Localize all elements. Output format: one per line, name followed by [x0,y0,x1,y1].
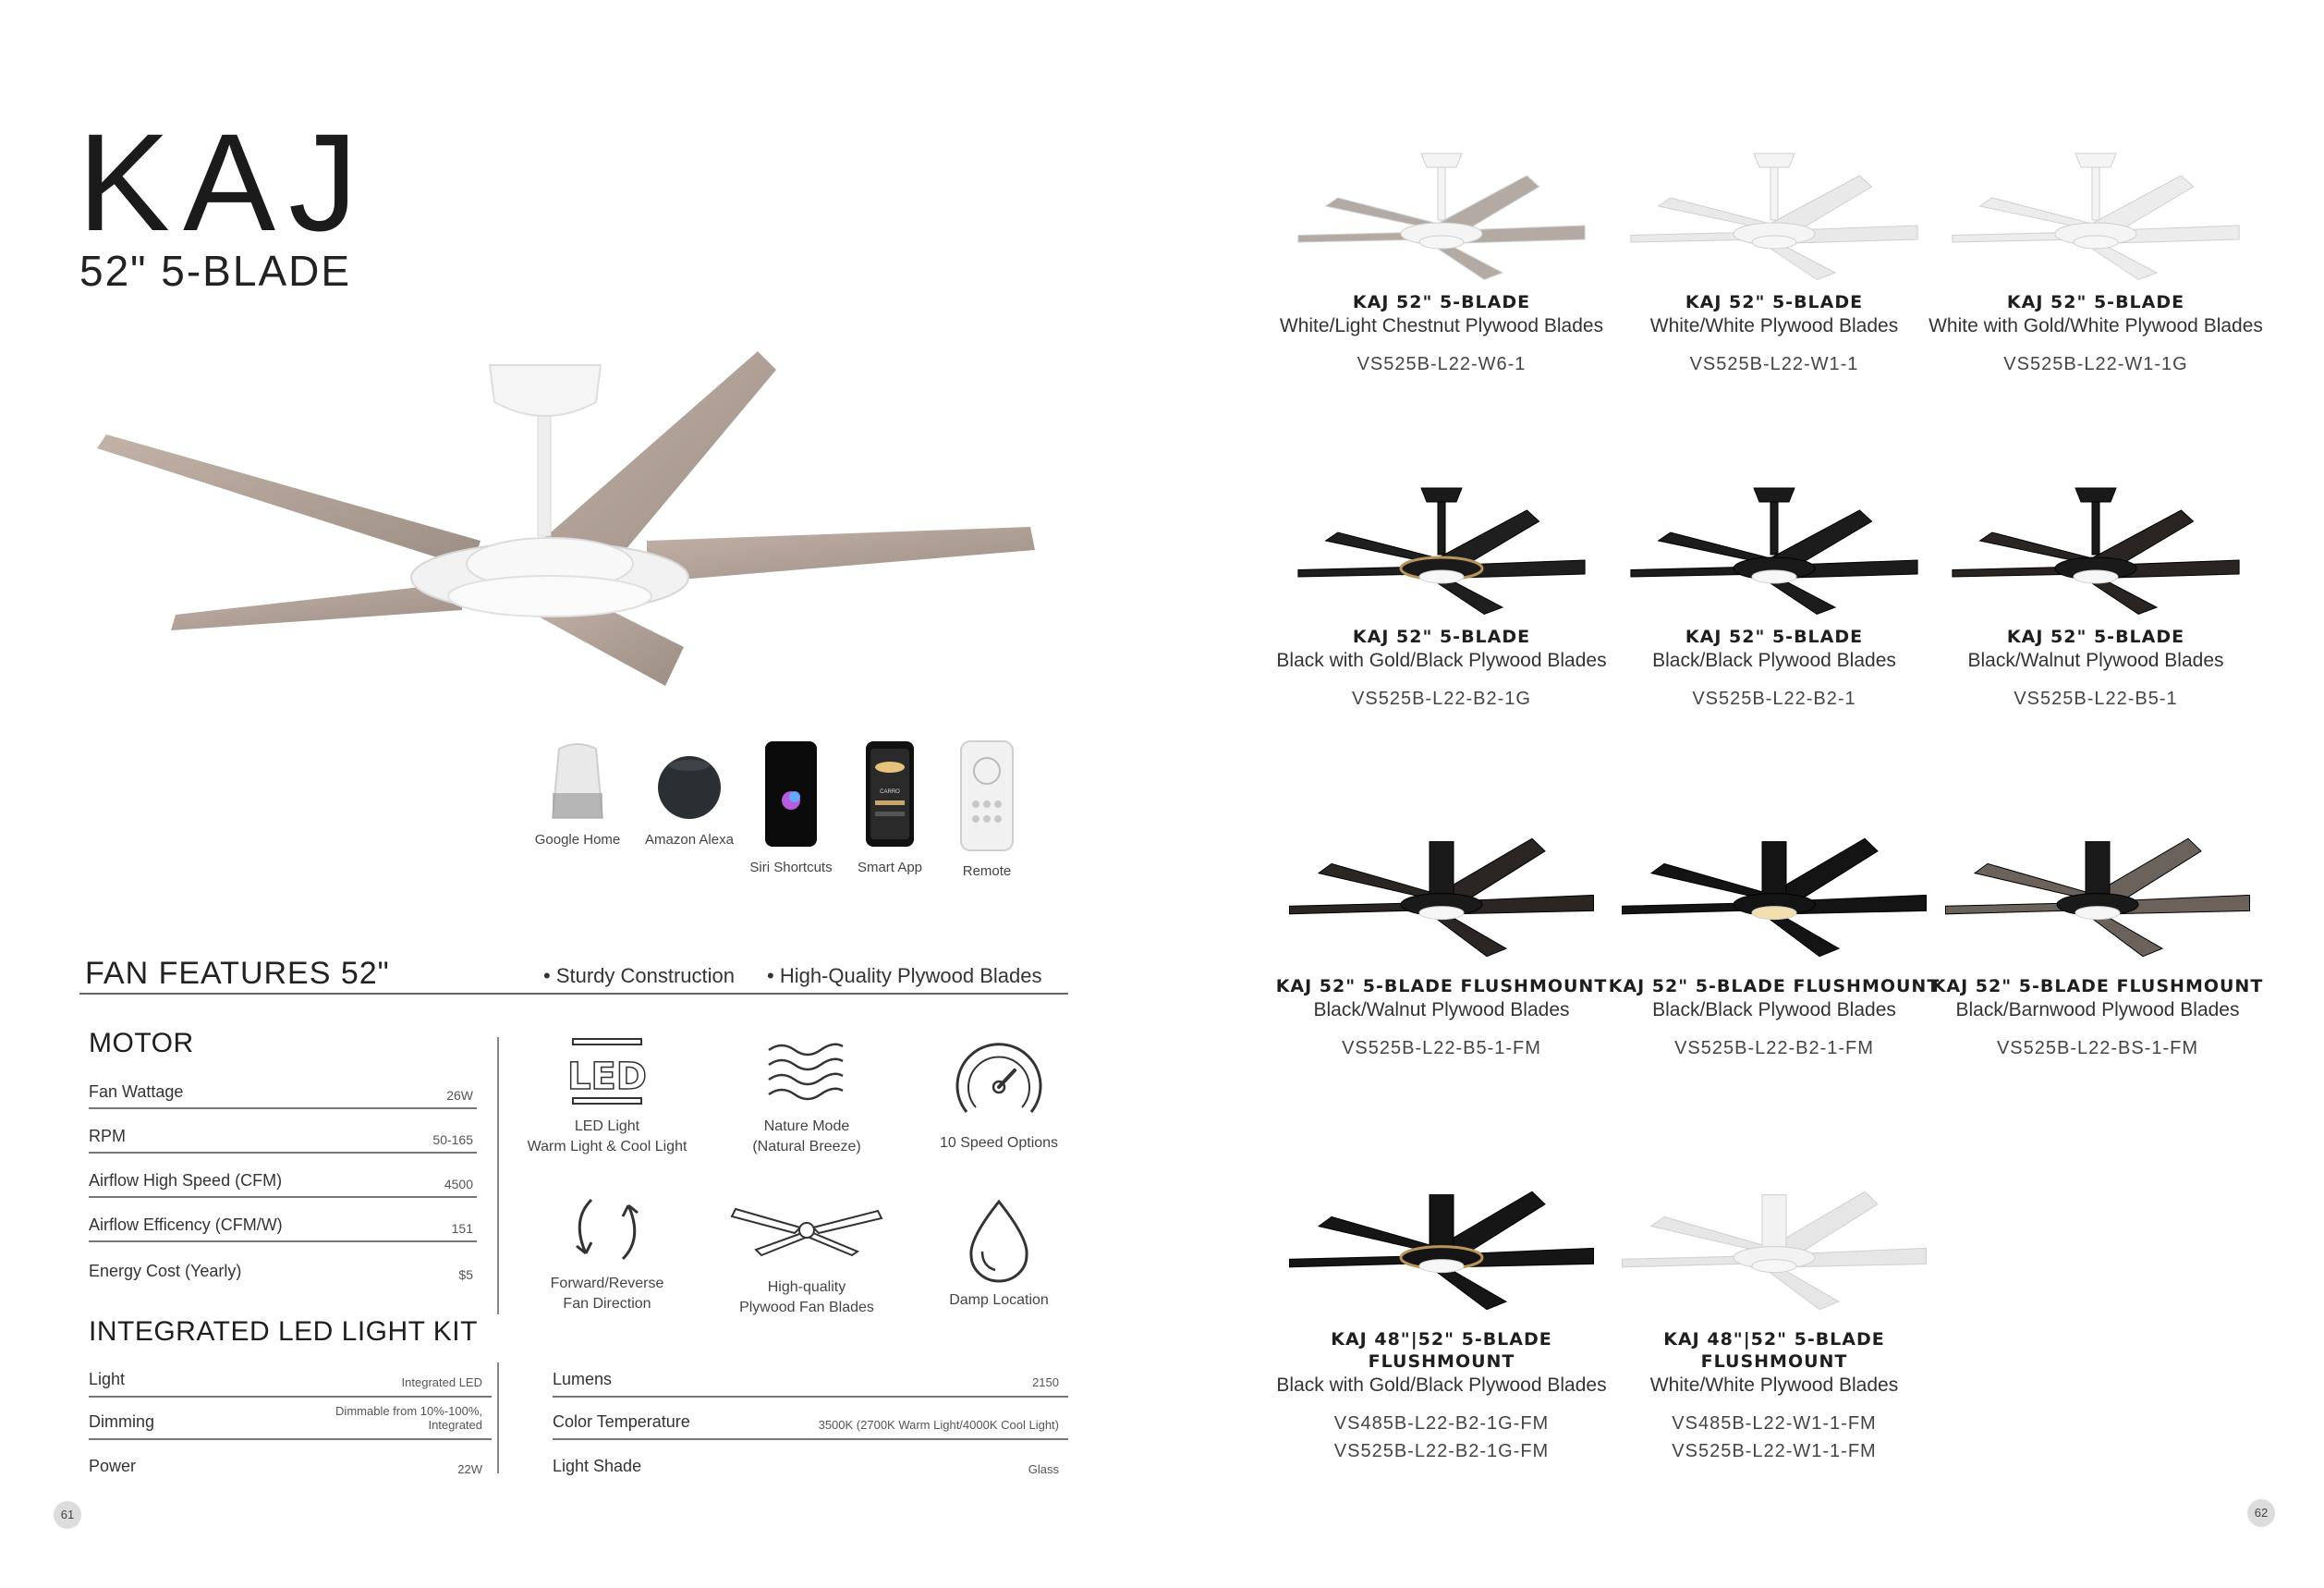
product-sku [1599,1410,1950,1465]
smart-device-label: Remote [962,863,1012,879]
spec-value: 2150 [1032,1374,1059,1389]
spec-label: Airflow High Speed (CFM) [89,1171,283,1190]
product-finish: Black/Black Plywood Blades [1652,649,1896,671]
feature-damp-location [902,1198,1096,1311]
speedometer-icon [948,1033,1050,1126]
page-number-right: 62 [2247,1499,2275,1527]
product-sku: VS525B-L22-W6-1 [1357,353,1527,374]
product-name: KAJ 52" 5-BLADE FLUSHMOUNT [1275,976,1608,996]
product-sku: VS525B-L22-W1-1G [2003,353,2188,374]
led-row-light [89,1355,492,1398]
amazon-alexa-icon [652,739,726,823]
product-finish: Black with Gold/Black Plywood Blades [1276,1374,1607,1396]
spec-label: Light [89,1370,126,1388]
led-row-color-temperature [553,1398,1068,1440]
product-subtitle: 52" 5-BLADE [79,247,352,295]
product-fan-image [1943,148,2248,287]
product-fan-image [1612,813,1936,971]
svg-text:LED: LED [566,1056,648,1098]
product-card [1266,813,1617,1062]
led-row-dimming [89,1398,492,1440]
smart-device-label: Siri Shortcuts [749,860,833,875]
feature-label: Plywood Fan Blades [739,1299,874,1315]
spec-value: Glass [1028,1461,1059,1476]
feature-label: Warm Light & Cool Light [527,1138,687,1154]
product-sku: VS525B-L22-B5-1-FM [1342,1037,1541,1058]
spec-label: Fan Wattage [89,1082,184,1101]
spec-label: Lumens [553,1370,613,1388]
led-row-power [89,1440,492,1483]
spec-value: 50-165 [432,1132,473,1147]
spec-value: Integrated LED [401,1374,482,1389]
feature-nature-mode [710,1035,904,1156]
feature-label: Fan Direction [563,1295,651,1312]
product-name: KAJ 52" 5-BLADE [2006,627,2185,647]
product-card [1266,1167,1617,1465]
product-card [1599,813,1950,1062]
product-card [1599,1167,1950,1465]
product-finish: Black/Walnut Plywood Blades [1967,649,2224,671]
wind-icon [765,1035,848,1109]
product-fan-image [1280,813,1603,971]
feature-label: Damp Location [949,1292,1049,1308]
product-card [1920,148,2271,378]
product-fan-image [1943,483,2248,621]
feature-label: High-quality [767,1279,846,1295]
spec-value: 3500K (2700K Warm Light/4000K Cool Light) [818,1417,1059,1432]
spec-value: $5 [458,1267,473,1282]
product-fan-image [1289,148,1594,287]
spec-label: RPM [89,1127,126,1145]
feature-label: 10 Speed Options [939,1135,1059,1151]
feature-label: Forward/Reverse [550,1276,664,1291]
feature-led-light [510,1035,704,1156]
spec-label: Dimming [89,1412,155,1431]
product-name: KAJ 48"|52" 5-BLADE FLUSHMOUNT [1663,1329,1885,1372]
product-finish: White/White Plywood Blades [1649,1374,1899,1396]
product-finish: Black/Barnwood Plywood Blades [1955,998,2240,1020]
product-card [1922,813,2273,1062]
brand-title: KAJ [78,104,371,260]
smart-app-icon [862,739,918,850]
product-name: KAJ 52" 5-BLADE [2006,292,2185,312]
product-finish: White/Light Chestnut Plywood Blades [1279,314,1604,336]
product-sku-52: VS525B-L22-W1-1-FM [1672,1440,1877,1461]
motor-title: MOTOR [89,1028,194,1058]
feature-bullet: • Sturdy Construction [543,964,736,987]
product-fan-image [1936,813,2259,971]
product-name: KAJ 48"|52" 5-BLADE FLUSHMOUNT [1331,1329,1552,1372]
product-sku: VS525B-L22-BS-1-FM [1996,1037,2199,1058]
product-sku: VS525B-L22-B2-1G [1352,688,1531,709]
product-card [1266,148,1617,378]
product-fan-image [1612,1167,1936,1324]
column-divider [497,1037,499,1314]
spec-label: Airflow Efficency (CFM/W) [89,1215,283,1234]
smart-device-label: Smart App [857,860,923,875]
product-card [1920,483,2271,713]
hero-fan-image [92,342,1053,693]
google-home-icon [545,739,610,823]
product-sku: VS525B-L22-B5-1 [2014,688,2178,709]
product-finish: White with Gold/White Plywood Blades [1929,314,2263,336]
fan-blades-icon [728,1202,885,1257]
column-divider [497,1362,499,1473]
product-sku-48: VS485B-L22-B2-1G-FM [1333,1412,1550,1434]
product-sku: VS525B-L22-B2-1 [1692,688,1856,709]
product-sku: VS525B-L22-B2-1-FM [1674,1037,1874,1058]
water-drop-icon [962,1198,1036,1283]
product-finish: Black/Black Plywood Blades [1652,998,1896,1020]
smart-app-screen-text: CARRO [880,789,900,795]
product-name: KAJ 52" 5-BLADE FLUSHMOUNT [1608,976,1941,996]
feature-label: (Natural Breeze) [752,1138,861,1154]
spec-label: Color Temperature [553,1412,690,1431]
led-kit-title: INTEGRATED LED LIGHT KIT [89,1316,478,1347]
led-row-lumens [553,1355,1068,1398]
product-finish: White/White Plywood Blades [1649,314,1899,336]
smart-device-label: Amazon Alexa [645,832,734,848]
spec-value: 4500 [444,1177,473,1191]
smart-device-remote [927,739,1047,879]
product-finish: Black with Gold/Black Plywood Blades [1276,649,1607,671]
spec-value: 22W [457,1461,482,1476]
led-light-icon [566,1035,649,1109]
product-name: KAJ 52" 5-BLADE [1352,627,1531,647]
spec-value: 26W [446,1088,473,1103]
product-sku [1266,1410,1617,1465]
feature-reverse-direction [510,1192,704,1313]
fan-features-divider [79,993,1068,995]
smart-device-label: Google Home [534,832,621,848]
product-name: KAJ 52" 5-BLADE [1352,292,1531,312]
product-name: KAJ 52" 5-BLADE FLUSHMOUNT [1931,976,2264,996]
spec-label: Light Shade [553,1457,642,1475]
product-card [1599,148,1950,378]
feature-label: LED Light [574,1118,640,1134]
product-fan-image [1622,148,1927,287]
spec-value: Dimmable from 10%-100%, Integrated [335,1404,482,1432]
motor-row-energy-cost [89,1242,477,1287]
led-row-light-shade [553,1440,1068,1483]
fan-features-title: FAN FEATURES 52" [85,956,390,991]
product-card [1266,483,1617,713]
product-fan-image [1622,483,1927,621]
page-number-left: 61 [54,1501,81,1529]
product-card [1599,483,1950,713]
smart-device-google-home [517,739,638,848]
product-name: KAJ 52" 5-BLADE [1685,292,1864,312]
product-sku: VS525B-L22-W1-1 [1689,353,1859,374]
motor-row-airflow-high [89,1154,477,1198]
product-name: KAJ 52" 5-BLADE [1685,627,1864,647]
product-sku-52: VS525B-L22-B2-1G-FM [1333,1440,1550,1461]
spec-label: Energy Cost (Yearly) [89,1262,242,1280]
siri-shortcuts-icon [761,739,821,850]
feature-label: Nature Mode [763,1118,850,1134]
spec-label: Power [89,1457,137,1475]
remote-icon [957,739,1016,854]
reverse-arrows-icon [566,1192,649,1266]
feature-plywood-blades [710,1202,904,1317]
motor-row-airflow-efficiency [89,1198,477,1242]
feature-speed-options [902,1033,1096,1154]
motor-row-rpm [89,1109,477,1154]
product-sku-48: VS485B-L22-W1-1-FM [1672,1412,1877,1434]
motor-row-fan-wattage [89,1065,477,1109]
feature-bullet: • High-Quality Plywood Blades [767,964,1042,987]
spec-value: 151 [451,1221,473,1236]
product-finish: Black/Walnut Plywood Blades [1313,998,1570,1020]
product-fan-image [1289,483,1594,621]
product-fan-image [1280,1167,1603,1324]
